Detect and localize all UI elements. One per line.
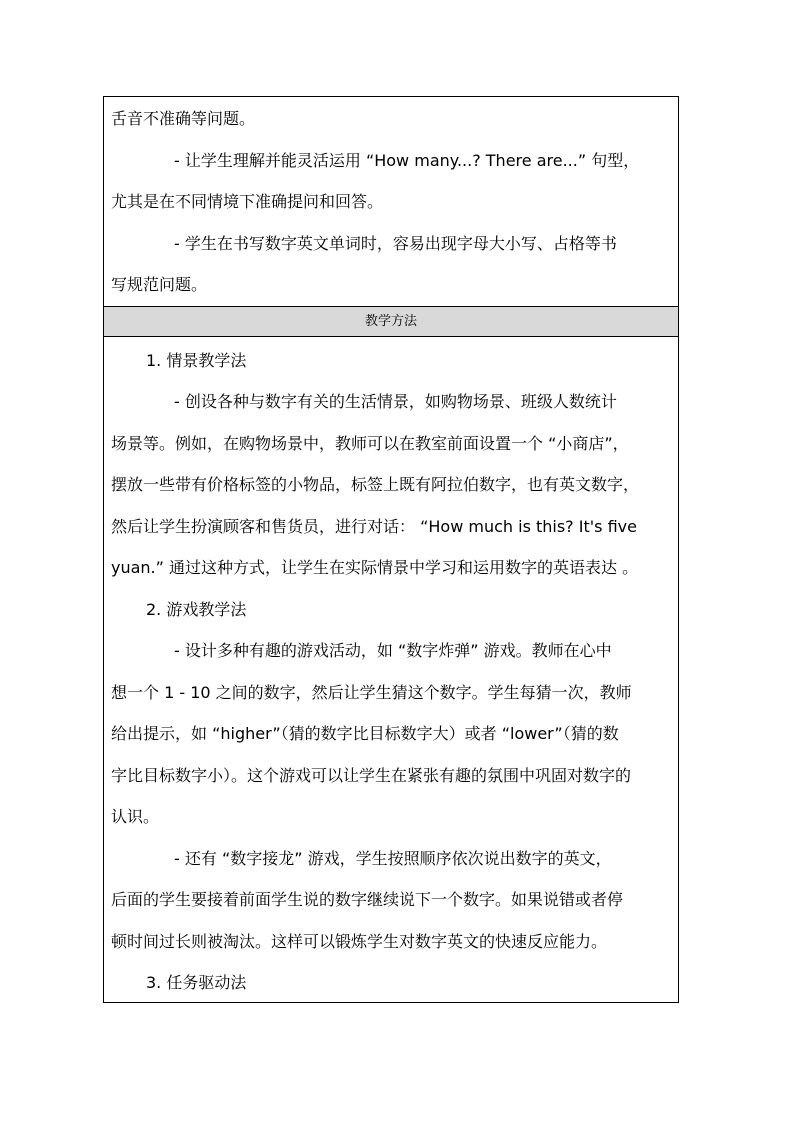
paragraph-line: 字比目标数字小）。这个游戏可以让学生在紧张有趣的氛围中巩固对数字的 xyxy=(111,766,632,785)
paragraph-line: 场景等。例如，在购物场景中，教师可以在教室前面设置一个 “小商店”， xyxy=(111,434,629,453)
difficulty-section xyxy=(104,97,678,306)
method-title-1: 1. 情景教学法 xyxy=(146,351,247,370)
paragraph-line: - 创设各种与数字有关的生活情景，如购物场景、班级人数统计 xyxy=(174,392,617,411)
paragraph-line: 顿时间过长则被淘汰。这样可以锻炼学生对数字英文的快速反应能力。 xyxy=(111,932,608,951)
paragraph-line: 给出提示，如 “higher”（猜的数字比目标数字大）或者 “lower”（猜的数 xyxy=(111,724,619,743)
paragraph-line: 认识。 xyxy=(111,807,160,826)
paragraph-line: 尤其是在不同情境下准确提问和回答。 xyxy=(111,192,384,211)
paragraph-line: 舌音不准确等问题。 xyxy=(111,109,256,128)
section-header-teaching-methods xyxy=(104,306,678,337)
method-title-3: 3. 任务驱动法 xyxy=(146,973,247,992)
paragraph-line: 想一个 1 - 10 之间的数字，然后让学生猜这个数字。学生每猜一次，教师 xyxy=(111,683,632,702)
paragraph-line: 摆放一些带有价格标签的小物品，标签上既有阿拉伯数字，也有英文数字， xyxy=(111,475,640,494)
section-header-label: 教学方法 xyxy=(364,314,417,329)
paragraph-line: yuan.” 通过这种方式，让学生在实际情景中学习和运用数字的英语表达 。 xyxy=(111,558,639,577)
paragraph-line: - 学生在书写数字英文单词时，容易出现字母大小写、占格等书 xyxy=(174,234,617,253)
lesson-plan-table xyxy=(103,96,679,1003)
method-title-2: 2. 游戏教学法 xyxy=(146,600,247,619)
paragraph-line: 后面的学生要接着前面学生说的数字继续说下一个数字。如果说错或者停 xyxy=(111,890,624,909)
paragraph-line: - 设计多种有趣的游戏活动，如 “数字炸弹” 游戏。教师在心中 xyxy=(174,641,612,660)
paragraph-line: - 让学生理解并能灵活运用 “How many...? There are...” 句型， xyxy=(174,151,640,170)
paragraph-line: - 还有 “数字接龙” 游戏，学生按照顺序依次说出数字的英文， xyxy=(174,849,612,868)
paragraph-line: 写规范问题。 xyxy=(111,275,208,294)
paragraph-line: 然后让学生扮演顾客和售货员，进行对话： “How much is this? It's five xyxy=(111,517,637,536)
